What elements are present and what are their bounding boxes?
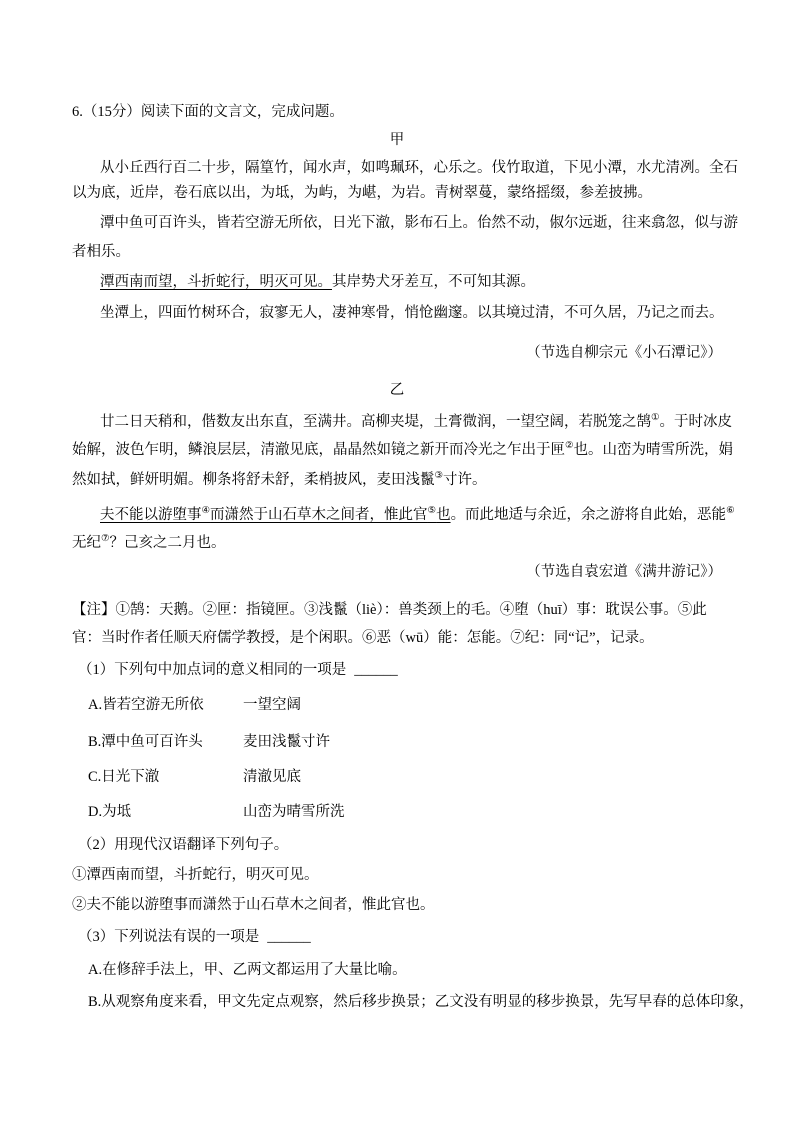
annotation-ref-7: ⑦ [101, 534, 110, 545]
notes-line2: 官：当时作者任顺天府儒学教授，是个闲职。⑥恶（wū）能：怎能。⑦纪：同“记”，记录。 [72, 630, 654, 646]
option-left-phrase: 日光下澈 [101, 769, 160, 785]
option-right-phrase: 麦田浅鬣寸许 [243, 734, 330, 750]
answer-blank-q1: ______ [354, 662, 398, 678]
jia-source-attribution: （节选自柳宗元《小石潭记》） [526, 345, 722, 361]
jia-paragraph1-line2: 以为底，近岸，卷石底以出，为坻，为屿，为嵁，为岩。青树翠蔓，蒙络摇缀，参差披拂。 [72, 185, 652, 201]
yi-underlined-sentence: 夫不能以游堕事④而潇然于山石草木之间者，惟此官⑤也 [100, 506, 451, 523]
jia-paragraph2-line2: 者相乐。 [72, 244, 130, 260]
q1-option-d [72, 802, 738, 823]
option-right-phrase: 一望空阔 [243, 697, 301, 713]
option-label: B. [88, 734, 102, 750]
annotation-ref-2: ② [565, 441, 574, 452]
annotation-ref-6: ⑥ [726, 506, 735, 517]
answer-blank-q3: ______ [267, 929, 311, 945]
annotation-ref-4: ④ [201, 506, 211, 517]
jia-paragraph3: 潭西南而望，斗折蛇行，明灭可见。其岸势犬牙差互，不可知其源。 [100, 274, 535, 290]
yi-paragraph2-line1: 夫不能以游堕事④而潇然于山石草木之间者，惟此官⑤也。而此地适与余近，余之游将自此始，恶能⑥ [100, 506, 735, 523]
yi-paragraph1-line3: 然如拭，鲜妍明媚。柳条将舒未舒，柔梢披风，麦田浅鬣③寸许。 [72, 471, 487, 488]
annotation-ref-1: ① [651, 413, 660, 424]
question-header [72, 102, 722, 123]
yi-paragraph1-line2: 始解，波色乍明，鳞浪层层，清澈见底，晶晶然如镜之新开而冷光之乍出于匣②也。山峦为晴雪所洗，娟 [72, 441, 734, 458]
option-label: C. [88, 769, 102, 785]
q1-option-c [72, 767, 738, 788]
jia-underlined-sentence: 潭西南而望，斗折蛇行，明灭可见。 [100, 274, 332, 290]
option-label: A. [88, 962, 103, 978]
option-right-phrase: 山峦为晴雪所洗 [243, 804, 345, 820]
passage-jia-title: 甲 [389, 132, 405, 148]
option-left-phrase: 为坻 [102, 804, 132, 820]
option-label: A. [88, 697, 103, 713]
option-label: D. [88, 804, 103, 820]
option-left-phrase: 皆若空游无所依 [102, 697, 204, 713]
question-header-text: 6.（15分）阅读下面的文言文，完成问题。 [72, 104, 344, 120]
jia-paragraph2-line1: 潭中鱼可百许头，皆若空游无所依，日光下澈，影布石上。佁然不动，俶尔远逝，往来翕忽，似与游 [100, 215, 738, 231]
q2-sentence2: ②夫不能以游堕事而潇然于山石草木之间者，惟此官也。 [72, 897, 435, 913]
option-label: B. [88, 994, 102, 1010]
jia-paragraph1-line1: 从小丘西行百二十步，隔篁竹，闻水声，如鸣珮环，心乐之。伐竹取道，下见小潭，水尤清冽。全石 [100, 160, 738, 176]
question2-stem: （2）用现代汉语翻译下列句子。 [78, 837, 289, 853]
yi-paragraph1-line1: 廿二日天稍和，偕数友出东直，至满井。高柳夹堤，土膏微润，一望空阔，若脱笼之鹄①。于时冰皮 [100, 413, 733, 430]
q3-option-b: B.从观察角度来看，甲文先定点观察，然后移步换景；乙文没有明显的移步换景，先写早春的总体印象， [88, 994, 754, 1010]
annotation-ref-3: ③ [434, 471, 444, 482]
q1-option-a [72, 695, 738, 716]
question3-stem: （3）下列说法有误的一项是 ______ [78, 929, 311, 945]
annotation-ref-5: ⑤ [427, 506, 437, 517]
yi-source-attribution: （节选自袁宏道《满井游记》） [526, 564, 722, 580]
question1-stem: （1）下列句中加点词的意义相同的一项是 ______ [78, 662, 398, 678]
jia-paragraph4: 坐潭上，四面竹树环合，寂寥无人，凄神寒骨，悄怆幽邃。以其境过清，不可久居，乃记之而去。 [100, 305, 724, 321]
notes-line1: 【注】①鹄：天鹅。②匣：指镜匣。③浅鬣（liè）：兽类颈上的毛。④堕（huī）事：耽误公事。⑤此 [72, 602, 707, 618]
passage-yi-title: 乙 [389, 382, 405, 398]
q2-sentence1: ①潭西南而望，斗折蛇行，明灭可见。 [72, 867, 319, 883]
option-left-phrase: 潭中鱼可百许头 [101, 734, 203, 750]
option-right-phrase: 清澈见底 [243, 769, 301, 785]
q1-option-b [72, 732, 738, 753]
yi-paragraph2-line2: 无纪⑦？己亥之二月也。 [72, 534, 226, 551]
q3-option-a: A.在修辞手法上，甲、乙两文都运用了大量比喻。 [88, 962, 407, 978]
